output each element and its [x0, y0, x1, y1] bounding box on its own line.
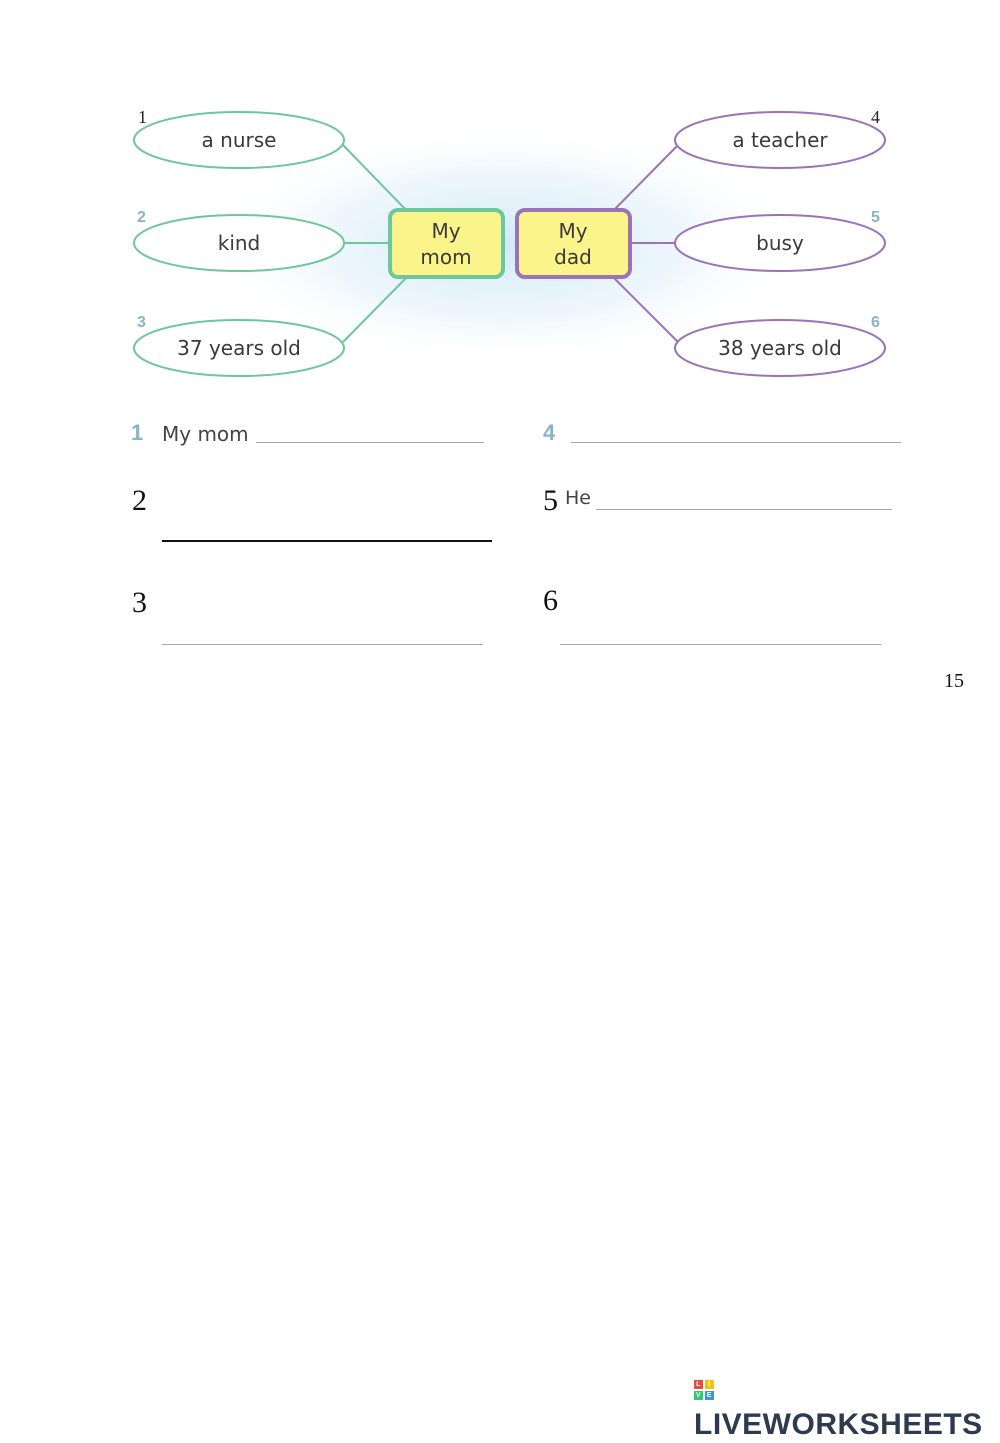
dad-item-6-label: 38 years old: [718, 336, 842, 360]
mark-letter-l: L: [694, 1380, 703, 1389]
dad-item-5-number: 5: [871, 209, 880, 226]
mind-map-diagram: [0, 0, 1000, 400]
mom-center-box: [390, 210, 503, 277]
liveworksheets-wordmark: LIVEWORKSHEETS: [694, 1408, 983, 1441]
dad-item-5: [675, 215, 885, 271]
dad-item-4: [675, 112, 885, 168]
mark-letter-i: I: [705, 1380, 714, 1389]
question-2-answer-line[interactable]: [162, 540, 492, 542]
question-1-number: 1: [131, 420, 144, 445]
mom-center-label-line1: My: [431, 219, 461, 243]
question-5-number: 5: [543, 484, 558, 517]
dad-center-label-line1: My: [558, 219, 588, 243]
liveworksheets-logo: [694, 1371, 1000, 1441]
question-1-answer-line[interactable]: [256, 442, 484, 443]
dad-center-label-line2: dad: [554, 245, 592, 269]
mom-item-1-number: 1: [138, 107, 147, 127]
question-2-number: 2: [132, 484, 147, 517]
liveworksheets-mark-icon: [694, 1380, 714, 1400]
dad-item-6: [675, 320, 885, 376]
mom-center-label-line2: mom: [420, 245, 472, 269]
dad-item-6-number: 6: [871, 314, 880, 331]
mom-item-3-label: 37 years old: [177, 336, 301, 360]
question-6-number: 6: [543, 584, 558, 617]
mom-item-2-number: 2: [137, 209, 146, 226]
dad-item-4-number: 4: [871, 107, 880, 127]
question-5-prefix: He: [565, 487, 591, 509]
page-number: 15: [944, 670, 964, 692]
mom-item-2-label: kind: [217, 231, 261, 255]
dad-item-4-label: a teacher: [732, 128, 828, 152]
question-1-prefix: My mom: [162, 422, 249, 446]
mom-item-2: [134, 215, 344, 271]
question-4-answer-line[interactable]: [571, 442, 901, 443]
mom-item-3-number: 3: [137, 314, 146, 331]
dad-center-box: [517, 210, 630, 277]
mark-letter-e: E: [706, 1392, 713, 1400]
mom-item-1: [134, 112, 344, 168]
question-5-answer-line[interactable]: [596, 509, 892, 510]
question-3-number: 3: [132, 586, 147, 619]
mom-item-1-label: a nurse: [201, 128, 277, 152]
mom-item-3: [134, 320, 344, 376]
question-3-answer-line[interactable]: [162, 644, 483, 645]
mark-letter-v: V: [695, 1392, 702, 1400]
dad-item-5-label: busy: [756, 231, 804, 255]
question-6-answer-line[interactable]: [560, 644, 881, 645]
question-4-number: 4: [543, 420, 556, 445]
